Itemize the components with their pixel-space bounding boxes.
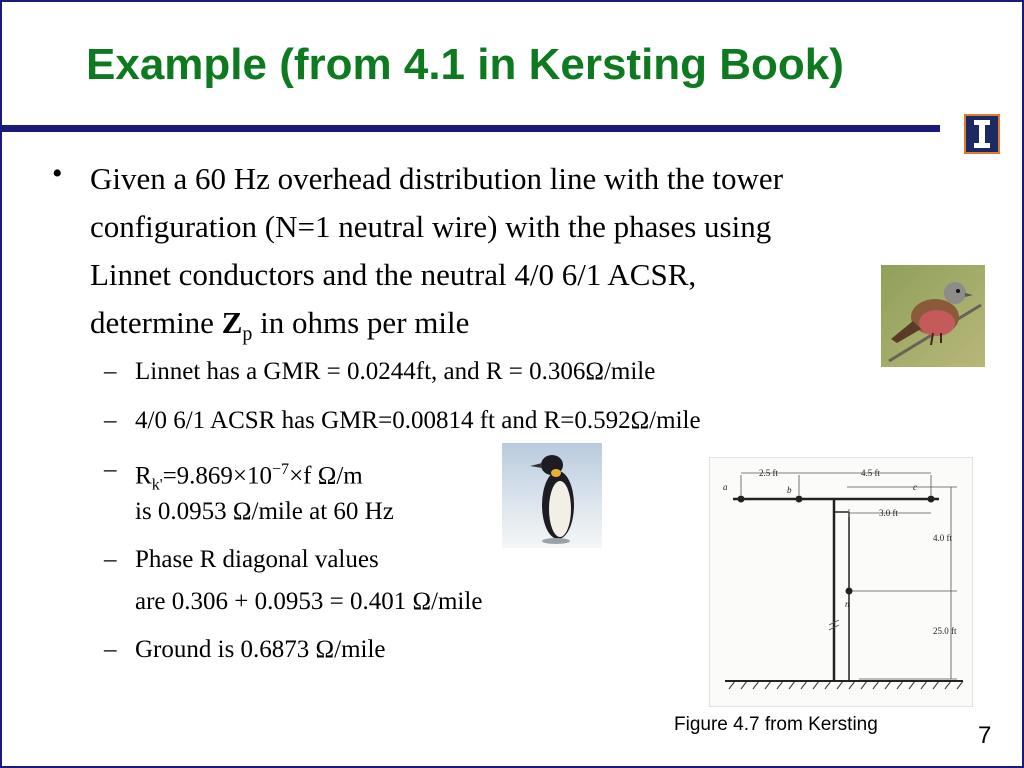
sub-text: Phase R diagonal values	[135, 546, 379, 573]
label-b: b	[787, 485, 792, 495]
zp-subscript: p	[242, 323, 253, 346]
sub-dash: –	[104, 546, 117, 573]
illinois-logo	[964, 114, 1000, 154]
sub-text-line2: are 0.306 + 0.0953 = 0.401 Ω/mile	[135, 588, 483, 615]
page-number: 7	[978, 722, 992, 749]
zp-symbol: Z	[221, 305, 243, 340]
linnet-bird-photo	[881, 265, 985, 367]
main-bullet-text	[90, 155, 990, 358]
main-line-4-pre: determine	[90, 305, 222, 340]
penguin-photo	[502, 443, 602, 548]
dim-2-5ft: 2.5 ft	[759, 468, 778, 478]
slide-title: Example (from 4.1 in Kersting Book)	[86, 40, 844, 89]
conductor-a	[738, 496, 745, 503]
sub-dash: –	[104, 407, 117, 434]
dim-3-0ft: 3.0 ft	[879, 508, 898, 518]
conductor-b	[796, 496, 803, 503]
sub-dash: –	[104, 456, 117, 483]
dim-4-5ft: 4.5 ft	[861, 468, 880, 478]
rk-r: R	[135, 462, 152, 490]
main-line-3: Linnet conductors and the neutral 4/0 6/1 ACSR,	[90, 257, 697, 292]
title-rule	[0, 125, 940, 132]
sub-text: Linnet has a GMR = 0.0244ft, and R = 0.306Ω/mile	[135, 358, 656, 385]
main-line-4-post: in ohms per mile	[252, 305, 470, 340]
bullet-marker: •	[52, 157, 63, 190]
sub-dash: –	[104, 636, 117, 663]
sub-text: 4/0 6/1 ACSR has GMR=0.00814 ft and R=0.592Ω/mile	[135, 407, 701, 434]
logo-bottom-bar	[974, 143, 990, 148]
main-line-2: configuration (N=1 neutral wire) with the phases using	[90, 209, 772, 244]
main-line-4	[90, 299, 990, 358]
sub-text: Ground is 0.6873 Ω/mile	[135, 636, 386, 663]
logo-stem	[979, 125, 985, 143]
dim-4-0ft: 4.0 ft	[933, 533, 952, 543]
label-c: c	[913, 482, 917, 492]
conductor-c	[928, 496, 935, 503]
rk-mid: =9.869×10	[162, 462, 273, 490]
rk-post: ×f Ω/m	[289, 462, 363, 490]
tower-configuration-diagram	[709, 457, 973, 707]
sub-text-line2: is 0.0953 Ω/mile at 60 Hz	[135, 498, 394, 525]
conductor-n	[846, 588, 853, 595]
label-n: n	[845, 599, 850, 609]
main-line-1: Given a 60 Hz overhead distribution line with the tower	[90, 161, 784, 196]
dim-25-0ft: 25.0 ft	[933, 626, 957, 636]
sub-dash: –	[104, 358, 117, 385]
rk-subscript: k'	[151, 476, 163, 494]
label-a: a	[723, 482, 728, 492]
figure-caption: Figure 4.7 from Kersting	[674, 714, 878, 735]
rk-superscript: −7	[272, 461, 290, 478]
